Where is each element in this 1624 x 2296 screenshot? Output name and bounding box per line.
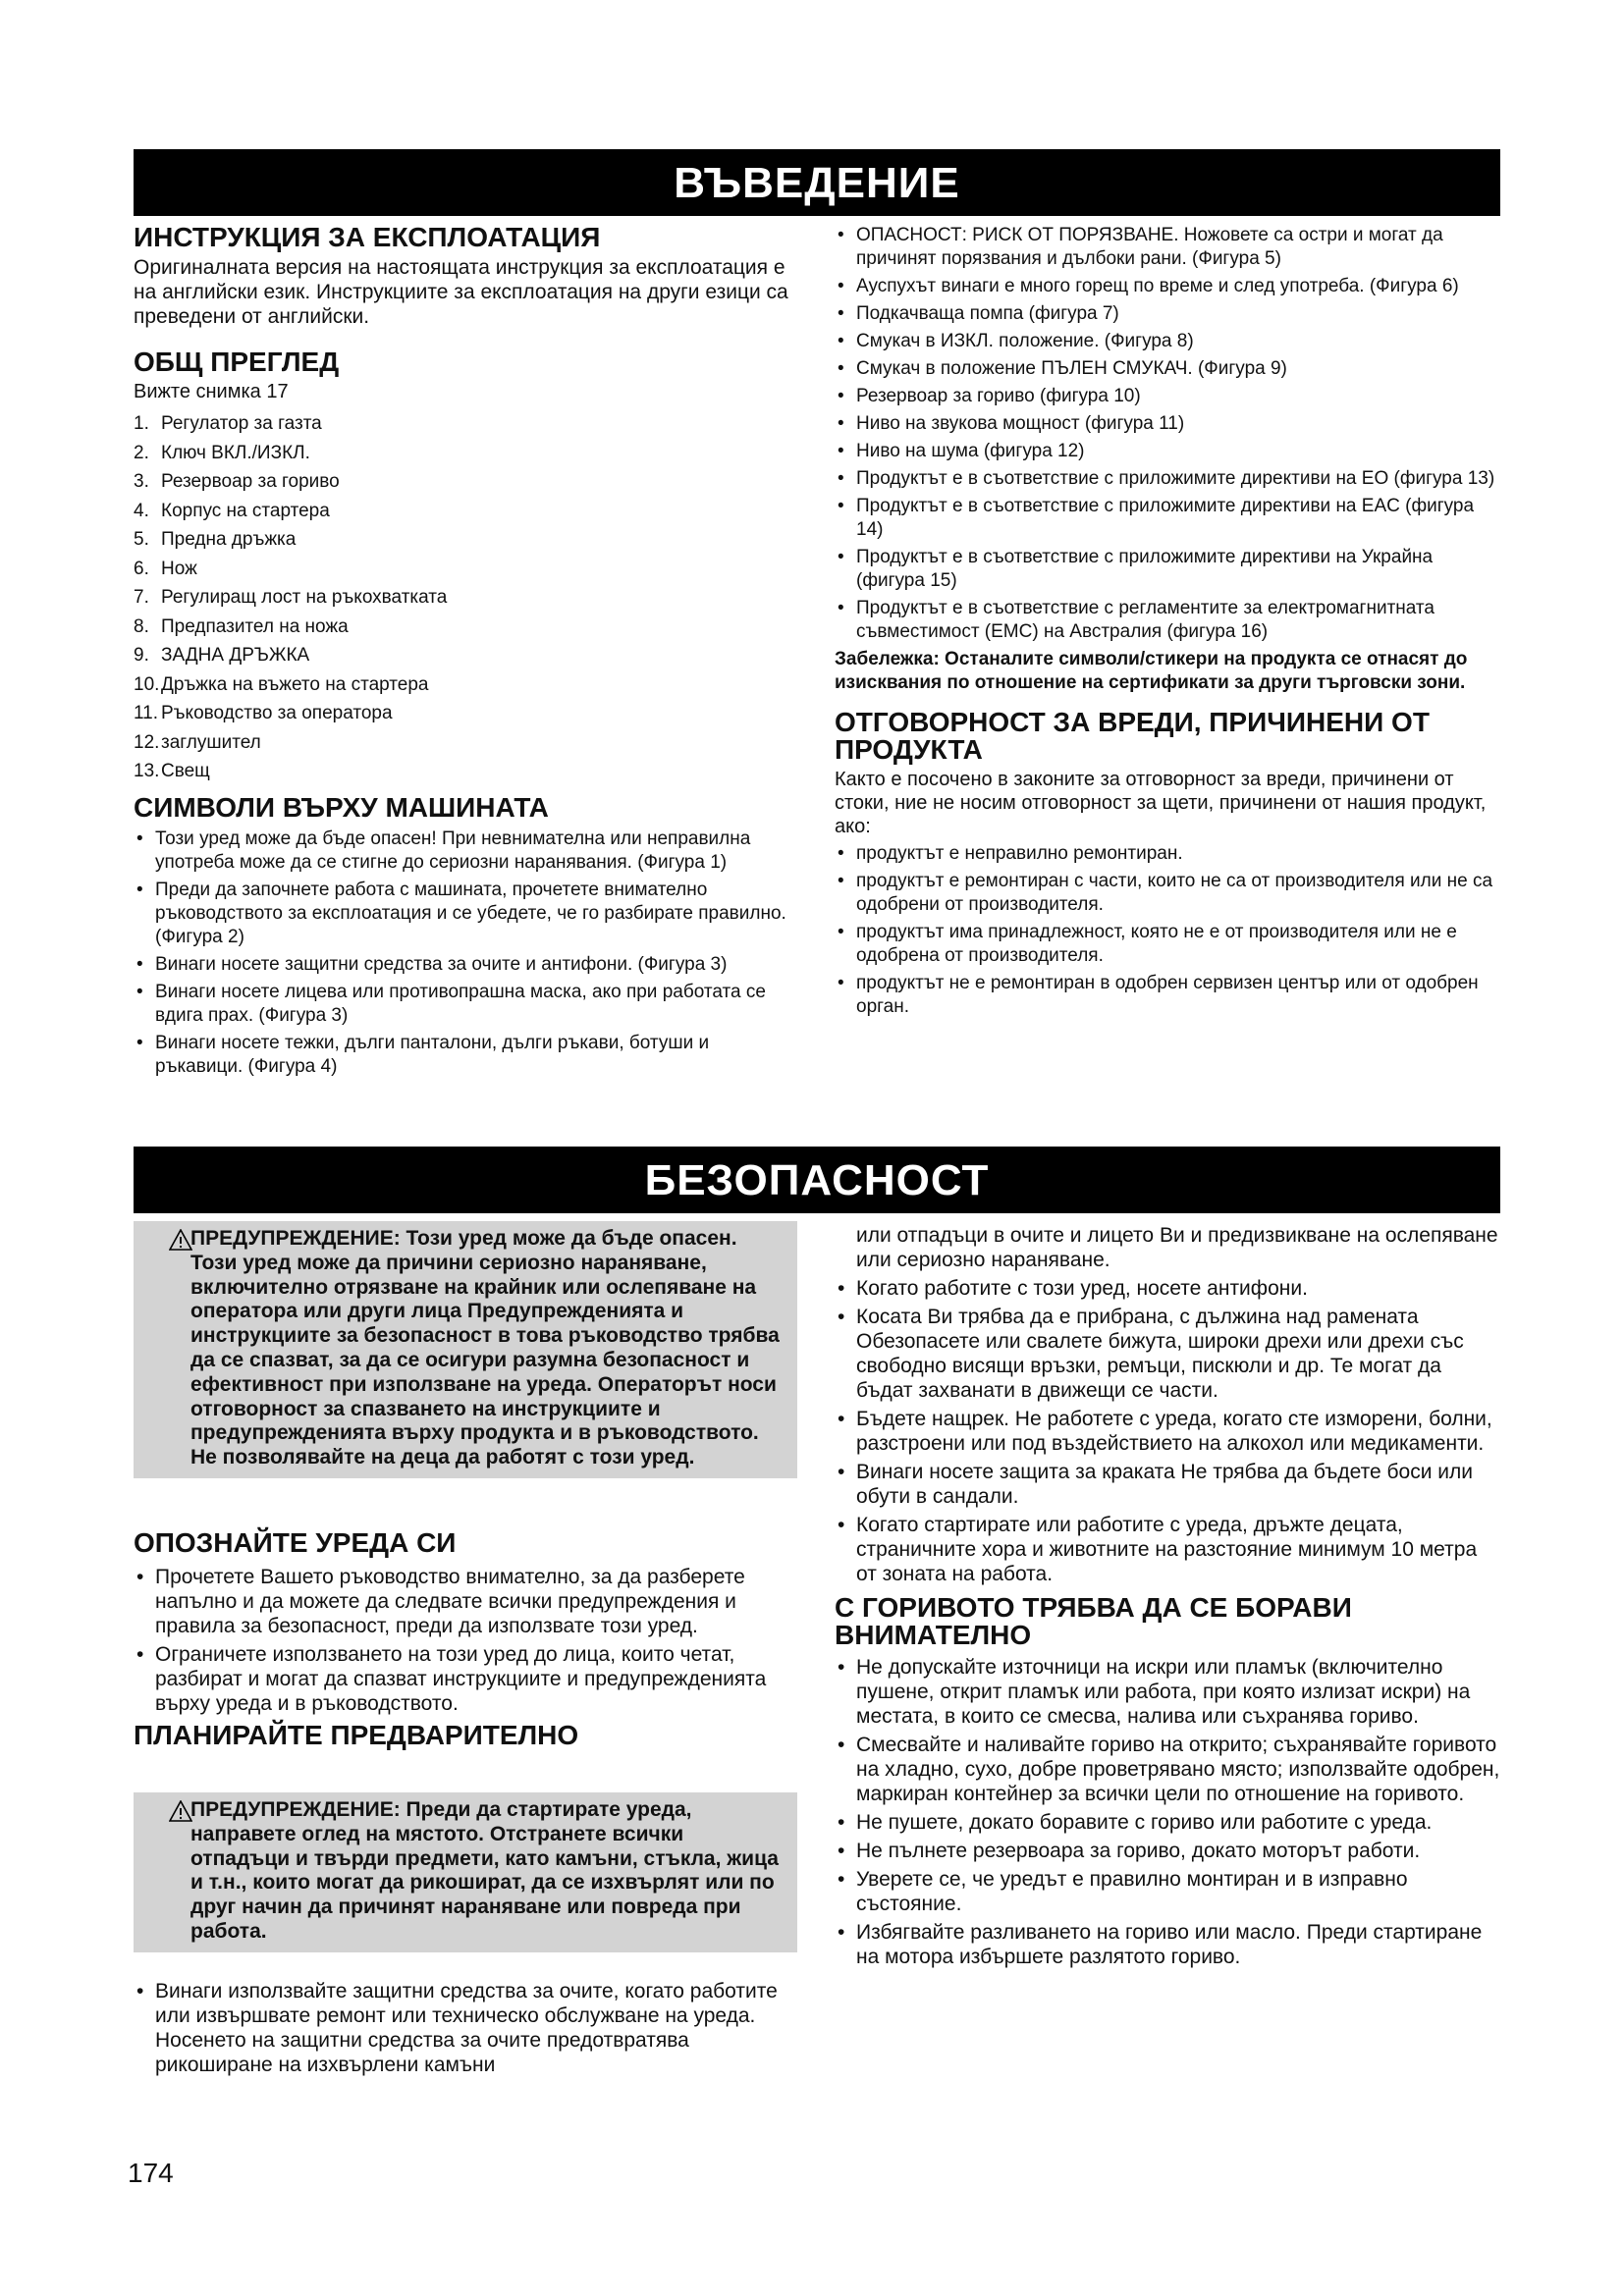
- warning-box-general: [134, 1221, 797, 1478]
- liability-list: [835, 842, 1502, 1019]
- liability-heading: ОТГОВОРНОСТ ЗА ВРЕДИ, ПРИЧИНЕНИ ОТ ПРОДУКТА: [835, 707, 1430, 765]
- list-item: • Не допускайте източници на искри или пламък (включително пушене, открит пламък или работа, при която излизат искри) на местата, в които се смесва, налива или съхранява гориво.: [835, 1655, 1502, 1729]
- list-item: • ОПАСНОСТ: РИСК ОТ ПОРЯЗВАНЕ. Ножовете са остри и могат да причинят порязвания и дълбоки рани. (Фигура 5): [835, 224, 1502, 271]
- list-item: • Ниво на звукова мощност (фигура 11): [835, 412, 1502, 436]
- warning-text-plan: ПРЕДУПРЕЖДЕНИЕ: Преди да стартирате уреда, направете оглед на мястото. Отстранете всички отпадъци и твърди предмети, като камъни, стъкла, жица и т.н., които могат да рикошират, да се изхвърлят или по друг начин да причинят нараняване или повреда при работа.: [190, 1798, 779, 1943]
- right-continuation: или отпадъци в очите и лицето Ви и предизвикване на ослепяване или сериозно нараняване.: [856, 1224, 1498, 1271]
- safety-left-column-bottom: [134, 1979, 793, 2081]
- intro-right-column: [835, 224, 1502, 1023]
- list-item: • Ограничете използването на този уред до лица, които четат, разбират и могат да спазват инструкциите и предупрежденията върху уреда и в ръководството.: [134, 1642, 793, 1716]
- instructions-heading: ИНСТРУКЦИЯ ЗА ЕКСПЛОАТАЦИЯ: [134, 222, 601, 252]
- fuel-heading: С ГОРИВОТО ТРЯБВА ДА СЕ БОРАВИ ВНИМАТЕЛНО: [835, 1592, 1352, 1650]
- list-item: • Уверете се, че уредът е правилно монтиран и в изправно състояние.: [835, 1867, 1502, 1916]
- warning-text-general: ПРЕДУПРЕЖДЕНИЕ: Този уред може да бъде опасен. Този уред може да причини сериозно нараняване, включително отрязване на крайник или ослепяване на оператора или други лица Предупрежденията и инструкциите за безопасност в това ръководство трябва да се спазват, за да се осигури разумна безопасност и ефективност при използване на уреда. Операторът носи отговорност за спазването на инструкциите и предупрежденията върху продукта и в ръководството. Не позволявайте на деца да работят с този уред.: [190, 1227, 780, 1469]
- warning-triangle-icon: [169, 1800, 192, 1822]
- list-item: • Този уред може да бъде опасен! При невнимателна или неправилна употреба може да се стигне до сериозни наранявания. (Фигура 1): [134, 828, 793, 875]
- list-item: • Смесвайте и наливайте гориво на открито; съхранявайте горивото на хладно, сухо, добре проветрявано място; използвайте одобрен, маркиран контейнер за всички цели по отношение на горивото.: [835, 1733, 1502, 1806]
- list-item: • Винаги носете лицева или противопрашна маска, ако при работата се вдига прах. (Фигура 3): [134, 981, 793, 1028]
- overview-see: Вижте снимка 17: [134, 381, 289, 402]
- plan-heading: ПЛАНИРАЙТЕ ПРЕДВАРИТЕЛНО: [134, 1720, 579, 1750]
- list-item: • Винаги носете тежки, дълги панталони, дълги ръкави, ботуши и ръкавици. (Фигура 4): [134, 1032, 793, 1079]
- list-item: 12.заглушител: [134, 731, 261, 753]
- plan-list: [134, 1979, 793, 2077]
- list-item: • Подкачваща помпа (фигура 7): [835, 302, 1502, 326]
- symbols-note: Забележка: Останалите символи/стикери на продукта се отнасят до изисквания по отношение на сертификати за други търговски зони.: [835, 649, 1468, 693]
- safety-banner: БЕЗОПАСНОСТ: [134, 1147, 1500, 1213]
- list-item: • продуктът има принадлежност, която не е от производителя или не е одобрена от производителя.: [835, 921, 1502, 968]
- list-item: • Винаги използвайте защитни средства за очите, когато работите или извършвате ремонт или техническо обслужване на уреда. Носенето на защитни средства за очите предотвратява рикоширане на изхвърлени камъни: [134, 1979, 793, 2077]
- list-item: 4. Корпус на стартера: [134, 500, 330, 521]
- list-item: 7. Регулиращ лост на ръкохватката: [134, 587, 448, 608]
- list-item: • Не пушете, докато боравите с гориво или работите с уреда.: [835, 1810, 1502, 1835]
- overview-list: [134, 409, 793, 786]
- list-item: • Бъдете нащрек. Не работете с уреда, когато сте изморени, болни, разстроени или под въздействието на алкохол или медикаменти.: [835, 1407, 1502, 1456]
- list-item: 5. Предна дръжка: [134, 529, 297, 550]
- list-item: • Продуктът е в съответствие с приложимите директиви на Украйна (фигура 15): [835, 546, 1502, 593]
- safety-right-column: [835, 1223, 1502, 1973]
- know-heading: ОПОЗНАЙТЕ УРЕДА СИ: [134, 1527, 457, 1558]
- list-item: 10.Дръжка на въжето на стартера: [134, 673, 429, 695]
- warning-triangle-icon: [169, 1229, 192, 1251]
- warning-box-plan: [134, 1792, 797, 1952]
- list-item: • Прочетете Вашето ръководство внимателно, за да разберете напълно и да можете да следвате всички предупреждения и правила за безопасност, преди да използвате този уред.: [134, 1565, 793, 1638]
- safety-right-list: [835, 1276, 1502, 1586]
- symbols-list-right: [835, 224, 1502, 644]
- list-item: 8. Предпазител на ножа: [134, 615, 349, 637]
- fuel-list: [835, 1655, 1502, 1969]
- list-item: 3. Резервоар за гориво: [134, 471, 340, 492]
- symbols-heading: СИМВОЛИ ВЪРХУ МАШИНАТА: [134, 791, 549, 823]
- list-item: • Смукач в положение ПЪЛЕН СМУКАЧ. (Фигура 9): [835, 357, 1502, 381]
- list-item: • продуктът е ремонтиран с части, които не са от производителя или не са одобрени от производителя.: [835, 870, 1502, 917]
- overview-heading: ОБЩ ПРЕГЛЕД: [134, 347, 340, 377]
- list-item: • Продуктът е в съответствие с приложимите директиви на EAC (фигура 14): [835, 495, 1502, 542]
- know-list: [134, 1565, 793, 1716]
- intro-banner: ВЪВЕДЕНИЕ: [134, 149, 1500, 216]
- list-item: 6. Нож: [134, 558, 197, 579]
- list-item: • Винаги носете защита за краката Не трябва да бъдете боси или обути в сандали.: [835, 1460, 1502, 1509]
- liability-text: Както е посочено в законите за отговорност за вреди, причинени от стоки, ние не носим отговорност за щети, причинени от нашия продукт, ако:: [835, 769, 1487, 837]
- list-item: • Смукач в ИЗКЛ. положение. (Фигура 8): [835, 330, 1502, 353]
- safety-left-column: [134, 1529, 793, 1749]
- list-item: • Избягвайте разливането на гориво или масло. Преди стартиране на мотора избършете разлятото гориво.: [835, 1920, 1502, 1969]
- list-item: 1. Регулатор за газта: [134, 413, 322, 434]
- list-item: • Ауспухът винаги е много горещ по време и след употреба. (Фигура 6): [835, 275, 1502, 298]
- list-item: • Продуктът е в съответствие с регламентите за електромагнитната съвместимост (EMC) на Австралия (фигура 16): [835, 597, 1502, 644]
- intro-left-column: [134, 224, 793, 1083]
- list-item: • Когато работите с този уред, носете антифони.: [835, 1276, 1502, 1301]
- list-item: • Преди да започнете работа с машината, прочетете внимателно ръководството за експлоатация и се убедете, че го разбирате правилно. (Фигура 2): [134, 879, 793, 949]
- instructions-text: Оригиналната версия на настоящата инструкция за експлоатация е на английски език. Инструкциите за експлоатация на други езици са преведени от английски.: [134, 256, 788, 328]
- list-item: • Резервоар за гориво (фигура 10): [835, 385, 1502, 408]
- list-item: • Винаги носете защитни средства за очите и антифони. (Фигура 3): [134, 953, 793, 977]
- list-item: • Продуктът е в съответствие с приложимите директиви на ЕО (фигура 13): [835, 467, 1502, 491]
- list-item: 11. Ръководство за оператора: [134, 703, 393, 723]
- list-item: 2. Ключ ВКЛ./ИЗКЛ.: [134, 442, 310, 463]
- list-item: 13.Свещ: [134, 761, 210, 781]
- list-item: 9. ЗАДНА ДРЪЖКА: [134, 645, 310, 666]
- list-item: • Ниво на шума (фигура 12): [835, 440, 1502, 463]
- list-item: • продуктът е неправилно ремонтиран.: [835, 842, 1502, 866]
- page-number: 174: [128, 2158, 174, 2188]
- list-item: • Когато стартирате или работите с уреда, дръжте децата, страничните хора и животните на разстояние минимум 10 метра от зоната на работа.: [835, 1513, 1502, 1586]
- list-item: • Не пълнете резервоара за гориво, докато моторът работи.: [835, 1839, 1502, 1863]
- symbols-list-left: [134, 828, 793, 1079]
- list-item: • Косата Ви трябва да е прибрана, с дължина над рамената Обезопасете или свалете бижута, широки дрехи или дрехи със свободно висящи връзки, ремъци, пискюли и др. Те могат да бъдат захванати в движещи се части.: [835, 1305, 1502, 1403]
- list-item: • продуктът не е ремонтиран в одобрен сервизен център или от одобрен орган.: [835, 972, 1502, 1019]
